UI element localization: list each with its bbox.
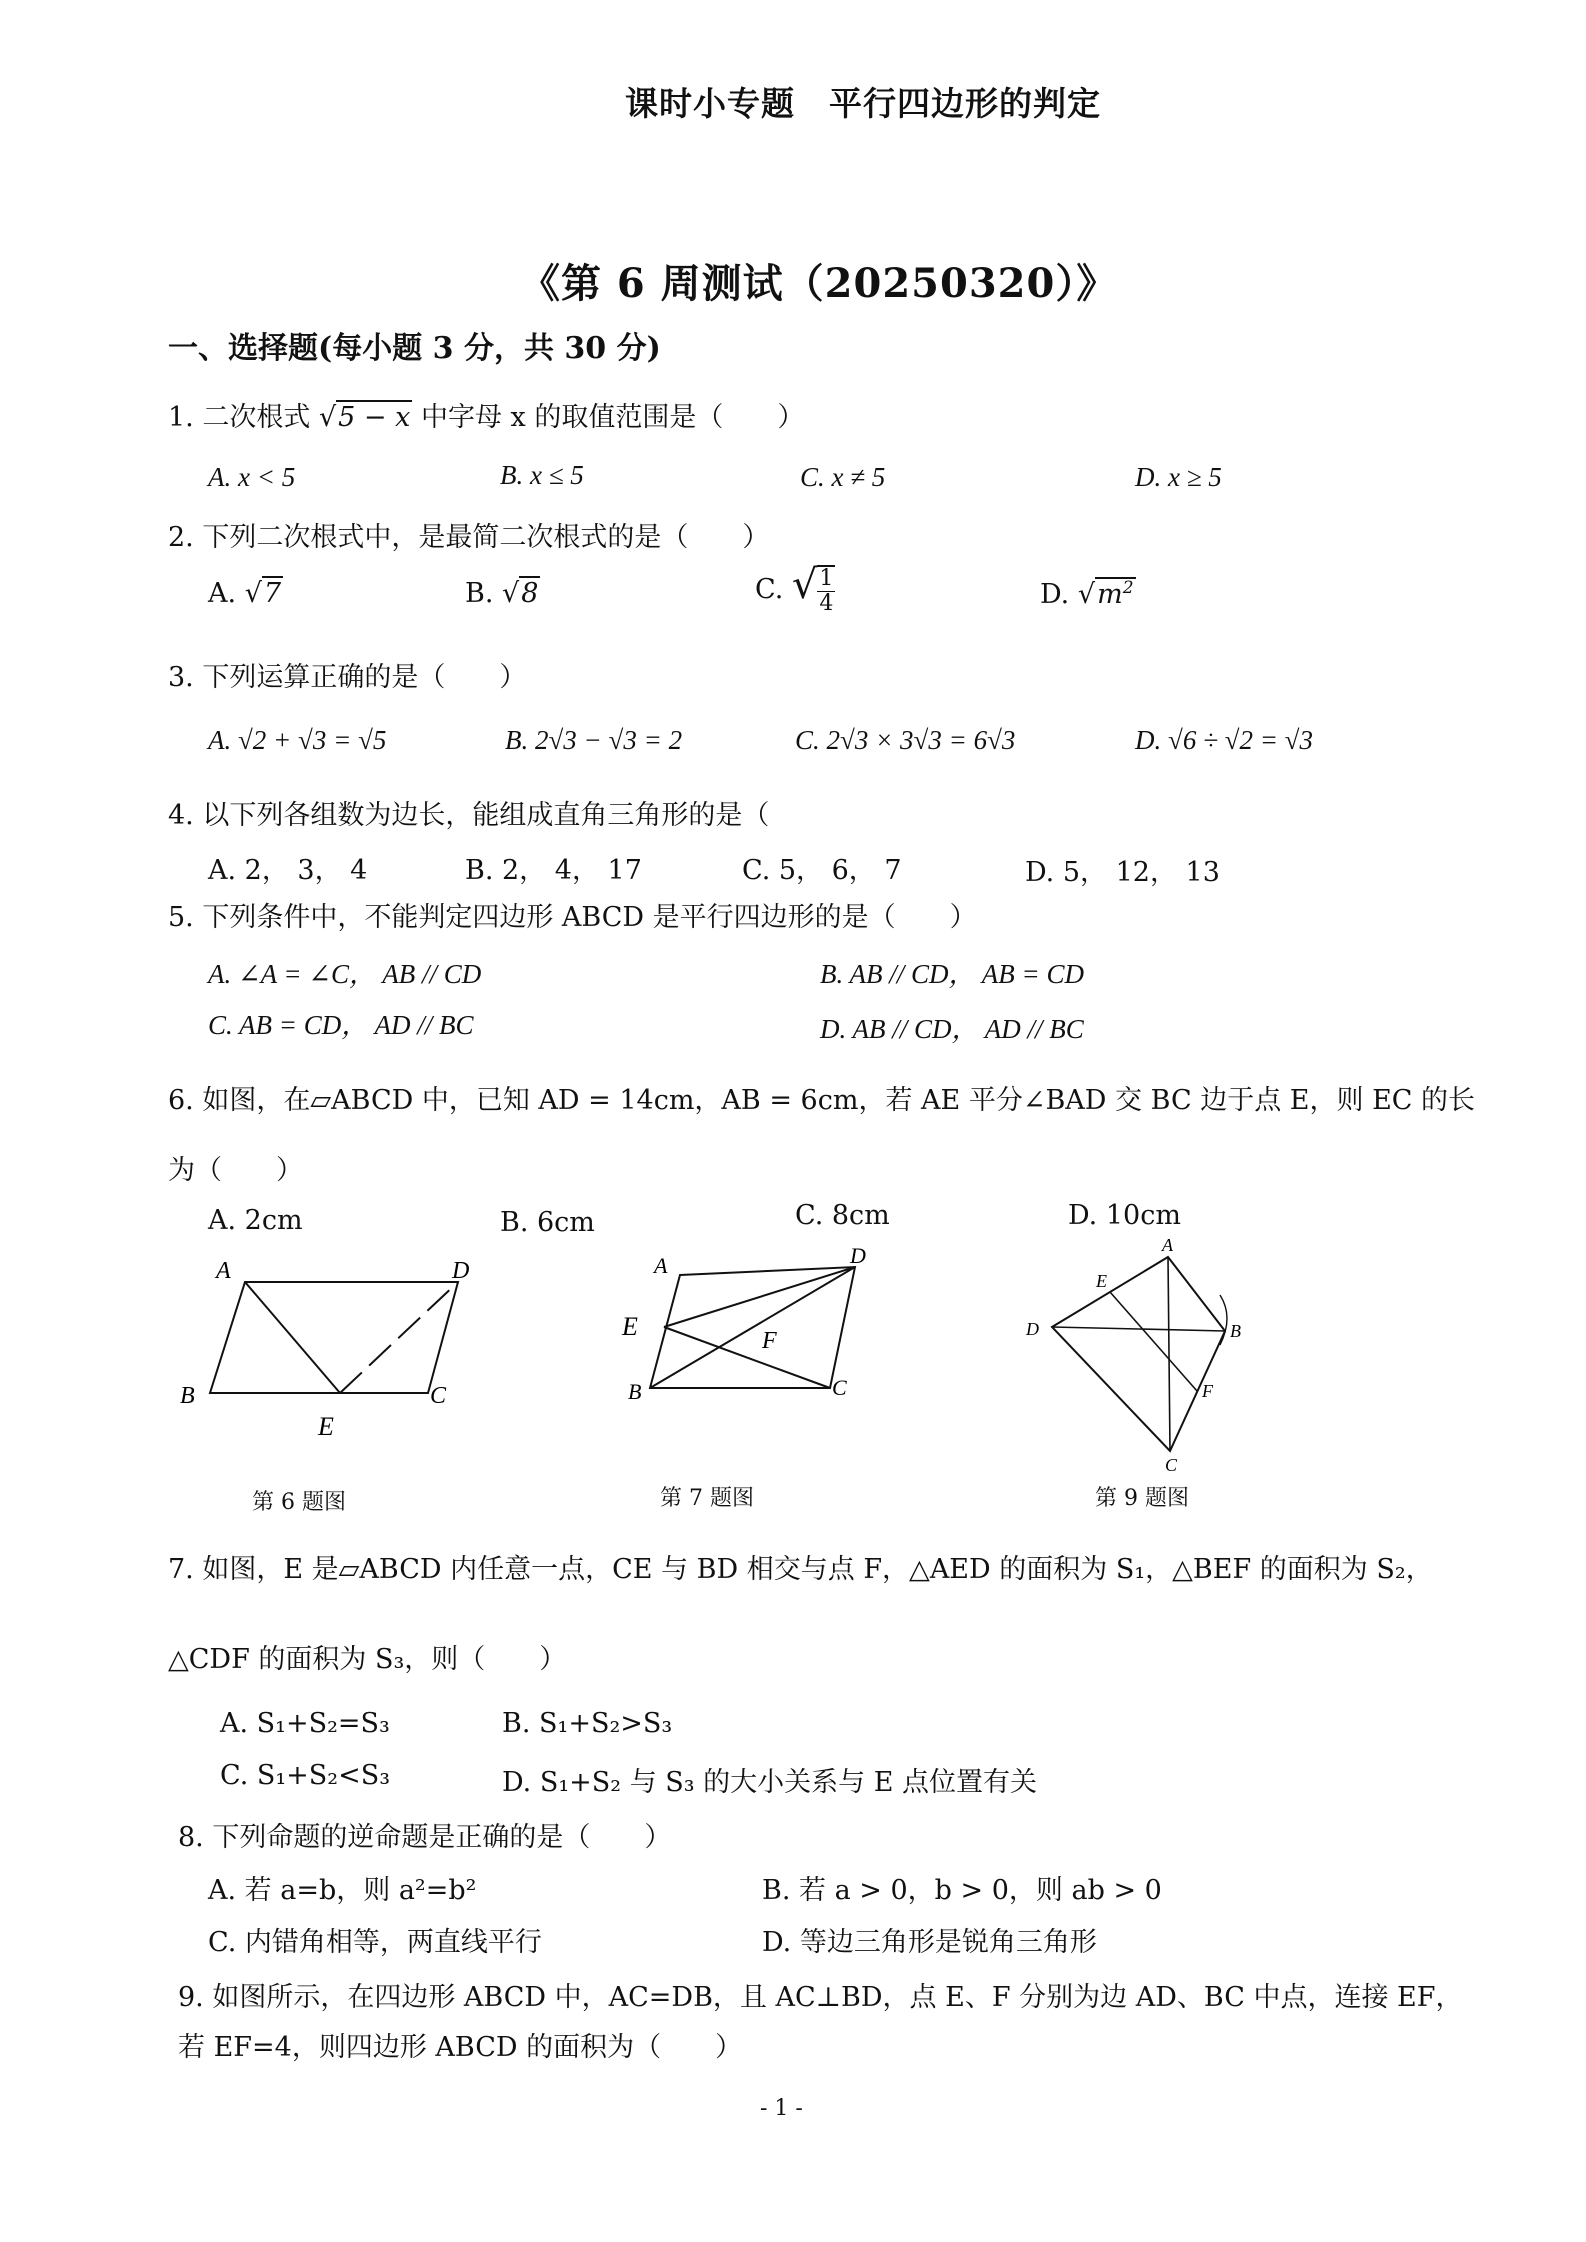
q2-label-d: D. xyxy=(1040,579,1070,610)
page-header: 课时小专题 平行四边形的判定 xyxy=(625,84,1101,123)
question-7: 7. 如图，E 是▱ABCD 内任意一点，CE 与 BD 相交与点 F，△AED 的面积为 S₁，△BEF 的面积为 S₂， xyxy=(168,1554,1433,1585)
q6-option-c: C. 8cm xyxy=(795,1200,890,1231)
q6-option-b: B. 6cm xyxy=(500,1207,595,1238)
q8-option-a: A. 若 a=b，则 a²=b² xyxy=(208,1875,477,1906)
fraction-denominator: 4 xyxy=(819,591,834,616)
sqrt-expression: √7 xyxy=(244,578,282,609)
q2-option-c xyxy=(755,562,835,616)
q3-option-b: B. 2√3 − √3 = 2 xyxy=(505,725,683,755)
point-label-f: F xyxy=(1202,1381,1213,1401)
question-1 xyxy=(168,395,804,434)
point-label-c: C xyxy=(430,1383,447,1409)
point-label-c: C xyxy=(1165,1455,1178,1475)
q1-option-a: A. x < 5 xyxy=(208,462,296,492)
q3-option-c: C. 2√3 × 3√3 = 6√3 xyxy=(795,725,1016,755)
q2-option-a xyxy=(208,578,283,609)
q3-option-a: A. √2 + √3 = √5 xyxy=(208,725,387,755)
question-1-pre: 1. 二次根式 xyxy=(168,402,311,433)
fraction-numerator: 1 xyxy=(819,565,834,591)
point-label-d: D xyxy=(452,1258,470,1284)
page-number: - 1 - xyxy=(760,2096,803,2121)
q2-label-b: B. xyxy=(465,578,494,609)
q3-option-d: D. √6 ÷ √2 = √3 xyxy=(1135,725,1313,755)
quadrilateral-abcd xyxy=(1052,1257,1225,1451)
point-label-a: A xyxy=(654,1253,668,1278)
point-label-c: C xyxy=(832,1375,847,1400)
q1-option-b: B. x ≤ 5 xyxy=(500,460,584,490)
sqrt-radicand: 5 − x xyxy=(338,402,411,433)
point-label-b: B xyxy=(628,1379,642,1404)
question-7-continued: △CDF 的面积为 S₃，则（ ） xyxy=(168,1644,567,1675)
test-title: 《第 6 周测试（20250320）》 xyxy=(520,260,1118,307)
segment-ec xyxy=(664,1327,830,1388)
question-2: 2. 下列二次根式中，是最简二次根式的是（ ） xyxy=(168,522,770,553)
q1-option-c: C. x ≠ 5 xyxy=(800,462,886,492)
figure-9-caption: 第 9 题图 xyxy=(1095,1486,1189,1511)
sqrt-expression: √8 xyxy=(502,578,539,609)
figure-9-quadrilateral xyxy=(1020,1235,1260,1480)
q5-option-b: B. AB // CD， AB = CD xyxy=(820,959,1084,989)
figure-6-caption: 第 6 题图 xyxy=(252,1490,346,1515)
section-heading: 一、选择题(每小题 3 分，共 30 分) xyxy=(168,331,661,366)
q7-option-b: B. S₁+S₂>S₃ xyxy=(502,1708,673,1739)
question-3: 3. 下列运算正确的是（ ） xyxy=(168,662,527,693)
figure-7-parallelogram xyxy=(610,1245,890,1425)
point-label-d: D xyxy=(1026,1319,1039,1339)
figure-7-caption: 第 7 题图 xyxy=(660,1486,754,1511)
point-label-a: A xyxy=(216,1258,231,1284)
diagonal-bd xyxy=(1052,1327,1225,1331)
point-label-f: F xyxy=(762,1328,777,1354)
segment-ae xyxy=(245,1282,340,1393)
sqrt-radicand: m xyxy=(1097,579,1123,610)
parallelogram-abcd xyxy=(210,1282,458,1393)
q6-option-a: A. 2cm xyxy=(208,1205,303,1236)
question-6: 6. 如图，在▱ABCD 中，已知 AD = 14cm，AB = 6cm，若 AE 平分∠BAD 交 BC 边于点 E，则 EC 的长 xyxy=(168,1085,1476,1116)
point-label-b: B xyxy=(180,1383,195,1409)
q7-option-a: A. S₁+S₂=S₃ xyxy=(220,1708,390,1739)
q8-option-b: B. 若 a > 0，b > 0，则 ab > 0 xyxy=(762,1875,1162,1906)
question-5: 5. 下列条件中，不能判定四边形 ABCD 是平行四边形的是（ ） xyxy=(168,902,977,933)
question-9-continued: 若 EF=4，则四边形 ABCD 的面积为（ ） xyxy=(178,2032,743,2063)
q6-option-d: D. 10cm xyxy=(1068,1200,1181,1231)
figure-6-parallelogram xyxy=(180,1245,510,1455)
sqrt-expression: √5 − x xyxy=(318,402,411,433)
question-1-post: 中字母 x 的取值范围是（ ） xyxy=(420,402,805,433)
q5-option-c: C. AB = CD， AD // BC xyxy=(208,1010,474,1040)
diagonal-ac xyxy=(1168,1257,1170,1451)
sqrt-fraction: √ xyxy=(791,562,818,608)
q4-option-a: A. 2， 3， 4 xyxy=(208,855,368,886)
q5-option-d: D. AB // CD， AD // BC xyxy=(820,1014,1084,1044)
point-label-a: A xyxy=(1162,1235,1173,1255)
segment-ed xyxy=(340,1282,458,1393)
sqrt-radicand: 8 xyxy=(521,578,539,609)
question-6-continued: 为（ ） xyxy=(168,1155,303,1186)
point-label-e: E xyxy=(318,1412,334,1441)
question-8: 8. 下列命题的逆命题是正确的是（ ） xyxy=(178,1822,672,1853)
q2-label-c: C. xyxy=(755,574,784,605)
q5-option-a: A. ∠A = ∠C， AB // CD xyxy=(208,959,482,989)
q1-option-d: D. x ≥ 5 xyxy=(1135,462,1222,492)
q4-option-d: D. 5， 12， 13 xyxy=(1025,857,1220,888)
q2-option-d xyxy=(1040,578,1136,610)
q8-option-c: C. 内错角相等，两直线平行 xyxy=(208,1927,542,1958)
diagonal-bd xyxy=(650,1267,855,1388)
q4-option-b: B. 2， 4， 17 xyxy=(465,855,642,886)
fraction xyxy=(817,565,835,616)
point-label-e: E xyxy=(622,1312,638,1341)
point-label-b: B xyxy=(1230,1321,1241,1341)
q7-option-d: D. S₁+S₂ 与 S₃ 的大小关系与 E 点位置有关 xyxy=(502,1767,1038,1798)
segment-ef xyxy=(1110,1292,1197,1391)
question-9: 9. 如图所示，在四边形 ABCD 中，AC=DB，且 AC⊥BD，点 E、F 分别为边 AD、BC 中点，连接 EF， xyxy=(178,1982,1463,2013)
segment-ed xyxy=(664,1267,855,1327)
point-label-d: D xyxy=(850,1245,866,1268)
exponent: 2 xyxy=(1122,578,1134,598)
question-4: 4. 以下列各组数为边长，能组成直角三角形的是（ xyxy=(168,800,770,831)
q2-option-b xyxy=(465,578,540,609)
sqrt-expression: $√m^2$ xyxy=(1077,578,1134,610)
point-label-e: E xyxy=(1096,1271,1107,1291)
q4-option-c: C. 5， 6， 7 xyxy=(742,855,902,886)
q2-label-a: A. xyxy=(208,578,237,609)
q7-option-c: C. S₁+S₂<S₃ xyxy=(220,1760,391,1791)
sqrt-radicand: 7 xyxy=(263,578,282,609)
q8-option-d: D. 等边三角形是锐角三角形 xyxy=(762,1927,1097,1958)
